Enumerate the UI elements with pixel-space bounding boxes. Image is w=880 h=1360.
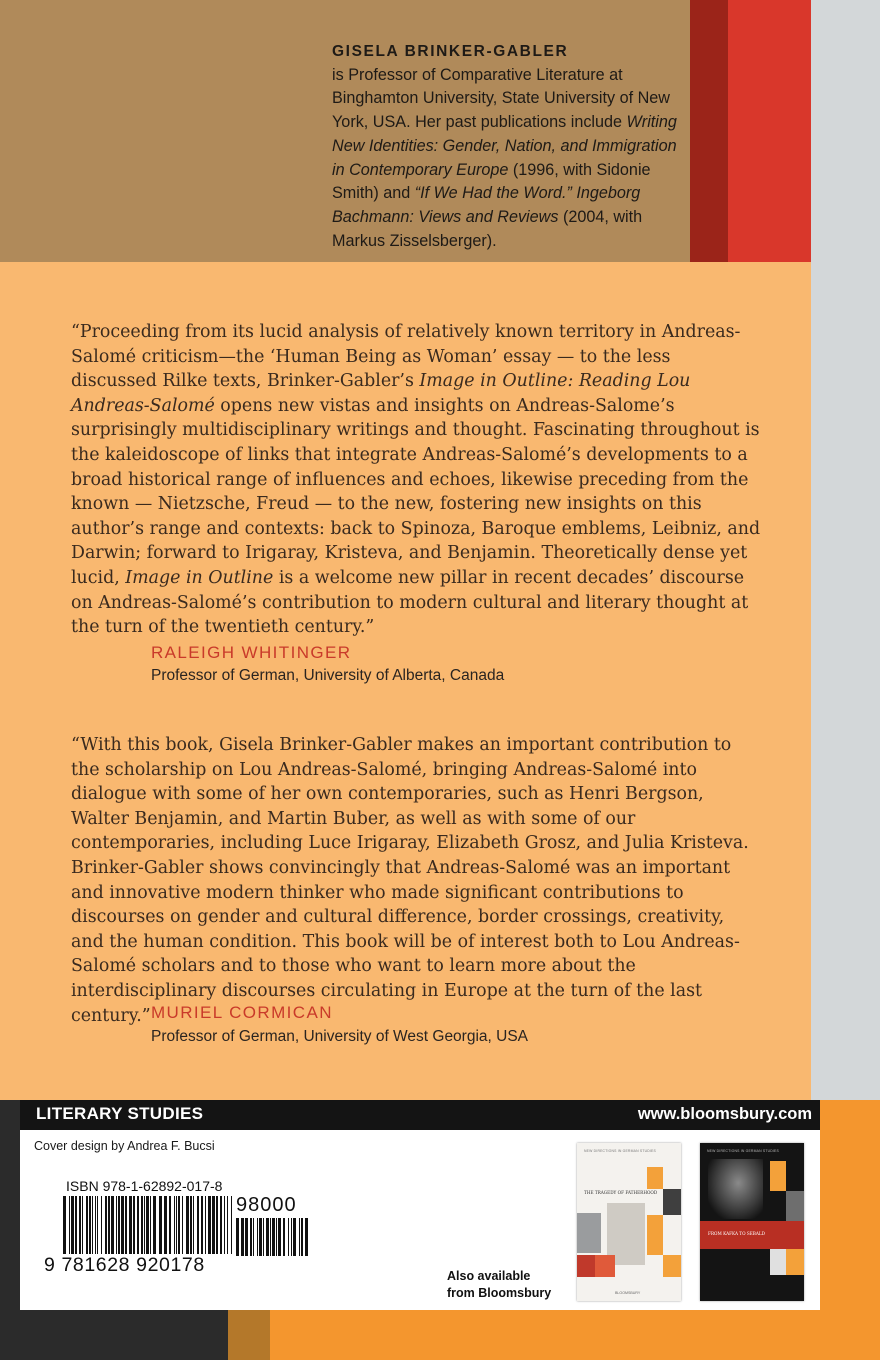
barcode-bar xyxy=(186,1196,189,1254)
thumb-series-label: NEW DIRECTIONS IN GERMAN STUDIES xyxy=(584,1149,656,1153)
barcode-bar xyxy=(97,1196,98,1254)
cover-block xyxy=(770,1249,786,1275)
barcode-bar xyxy=(224,1196,225,1254)
bio-book-title: “If We Had the Word.” Ingeborg Bachmann: Views and Reviews xyxy=(332,184,641,226)
barcode-bar xyxy=(141,1196,143,1254)
barcode-bar xyxy=(82,1196,83,1254)
barcode-bar xyxy=(220,1196,222,1254)
bio-text-part: (2004, with Markus Zisselsberger). xyxy=(332,207,643,250)
barcode-bar xyxy=(146,1196,149,1254)
barcode-bar xyxy=(288,1218,289,1256)
barcode-bar xyxy=(63,1196,66,1254)
endorser-affiliation: Professor of German, University of Alberta, Canada xyxy=(151,667,505,684)
price-code: 98000 xyxy=(236,1194,297,1216)
barcode-bar xyxy=(159,1196,162,1254)
barcode-bar xyxy=(174,1196,175,1254)
barcode-bar xyxy=(276,1218,277,1256)
spine-edge-grey xyxy=(811,0,880,1100)
barcode-bar xyxy=(305,1218,308,1256)
barcode-bar xyxy=(86,1196,88,1254)
barcode-bar xyxy=(270,1218,271,1256)
barcode-bar xyxy=(121,1196,124,1254)
barcode-bar xyxy=(118,1196,120,1254)
barcode-bar xyxy=(208,1196,211,1254)
footer-orange-edge xyxy=(820,1100,880,1310)
thumb-publisher: BLOOMSBURY xyxy=(615,1291,641,1295)
barcode-bar xyxy=(212,1196,215,1254)
barcode-bar xyxy=(144,1196,145,1254)
endorser-name: RALEIGH WHITINGER xyxy=(151,643,352,662)
barcode-bar xyxy=(201,1196,203,1254)
cover-block xyxy=(770,1161,786,1191)
barcode-bar xyxy=(101,1196,102,1254)
quote-book-title: Image in Outline: Reading Lou Andreas-Salomé xyxy=(71,371,691,416)
barcode-bar xyxy=(293,1218,296,1256)
barcode-bar xyxy=(216,1196,218,1254)
isbn-text: ISBN 978-1-62892-017-8 xyxy=(66,1178,223,1194)
cover-block xyxy=(647,1215,663,1255)
footer-orange-strip xyxy=(228,1310,880,1360)
barcode-bar xyxy=(205,1196,206,1254)
barcode-bar xyxy=(129,1196,132,1254)
barcode-bar xyxy=(245,1218,248,1256)
bio-text-part: (1996, with Sidonie Smith) and xyxy=(332,160,651,203)
endorsement-quote-2: “With this book, Gisela Brinker-Gabler makes an important contribution to the scholarship on Lou Andreas-Salomé, bringing Andreas-Salomé into dialogue with some of her own contemporaries, such as Henri Bergson, Walter Benjamin, and Martin Buber, as well as with some of our contemporaries, including Luce Irigaray, Elizabeth Grosz, and Julia Kristeva. Brinker-Gabler shows convincingly that Andreas-Salomé was an important and innovative modern thinker who made significant contributions to discourses on gender and cultural difference, border crossings, creativity, and the human condition. This book will be of interest both to Lou Andreas-Salomé scholars and to those who want to learn more about the interdisciplinary discourses circulating in Europe at the turn of the last century.” xyxy=(71,735,749,1026)
barcode-bar xyxy=(116,1196,117,1254)
barcode-bar xyxy=(278,1218,281,1256)
also-available-line: Also available xyxy=(447,1269,531,1283)
barcode-bar xyxy=(190,1196,192,1254)
barcode-bar xyxy=(164,1196,167,1254)
barcode-bar xyxy=(133,1196,135,1254)
barcode-number: 9 781628 920178 xyxy=(44,1254,205,1276)
barcode-bar xyxy=(137,1196,139,1254)
subject-category: LITERARY STUDIES xyxy=(36,1104,204,1123)
barcode-bar xyxy=(92,1196,93,1254)
barcode-bar xyxy=(182,1196,183,1254)
cover-block xyxy=(663,1189,681,1215)
barcode-bar xyxy=(253,1218,254,1256)
also-available-line: from Bloomsbury xyxy=(447,1286,552,1300)
quote-text: is a welcome new pillar in recent decades’ discourse on Andreas-Salomé’s contribution to modern cultural and literary thought at the turn of the twentieth century.” xyxy=(71,567,749,638)
quote-book-title: Image in Outline xyxy=(125,567,274,588)
barcode-bar xyxy=(150,1196,151,1254)
isbn-barcode xyxy=(63,1196,238,1258)
barcode-bar xyxy=(197,1196,199,1254)
cover-block xyxy=(595,1255,615,1277)
author-bio-text xyxy=(332,64,692,254)
barcode-bar xyxy=(236,1218,239,1256)
barcode-bar xyxy=(71,1196,74,1254)
barcode-bar xyxy=(125,1196,127,1254)
barcode-bar xyxy=(301,1218,303,1256)
barcode-bar xyxy=(75,1196,77,1254)
barcode-bar xyxy=(105,1196,107,1254)
bio-book-title: Writing New Identities: Gender, Nation, and Immigration in Contemporary Europe xyxy=(332,113,677,179)
cover-block xyxy=(786,1249,804,1275)
barcode-bar xyxy=(257,1218,258,1256)
footer-orange-dark-block xyxy=(228,1310,270,1360)
thumb-series-label: NEW DIRECTIONS IN GERMAN STUDIES xyxy=(707,1149,779,1153)
also-available-text xyxy=(447,1268,551,1302)
cover-block xyxy=(663,1255,681,1277)
barcode-bar xyxy=(266,1218,269,1256)
endorser-affiliation: Professor of German, University of West Georgia, USA xyxy=(151,1028,529,1045)
endorser-name: MURIEL CORMICAN xyxy=(151,1003,333,1022)
barcode-bar xyxy=(283,1218,285,1256)
related-book-cover-1[interactable] xyxy=(577,1143,681,1301)
barcode-bar xyxy=(299,1218,300,1256)
thumb-title: THE TRAGEDY OF FATHERHOOD xyxy=(584,1190,658,1195)
barcode-bar xyxy=(231,1196,232,1254)
barcode-bar xyxy=(79,1196,81,1254)
portrait-image xyxy=(708,1159,763,1219)
red-stripe xyxy=(728,0,811,262)
barcode-bar xyxy=(178,1196,180,1254)
quote-text: opens new vistas and insights on Andreas-Salome’s surprisingly multidisciplinary writings and thought. Fascinating throughout is the kaleidoscope of links that integrate Andreas-Salomé’s developments to a broad historical range of influences and echoes, likewise preceding from the known — Nietzsche, Freud — to the new, fostering new insights on this author’s range and contexts: back to Spinoza, Baroque emblems, Leibniz, and Darwin; forward to Irigaray, Kristeva, and Benjamin. Theoretically dense yet lucid, xyxy=(71,395,761,588)
cover-block xyxy=(786,1191,804,1221)
quote-text: “Proceeding from its lucid analysis of relatively known territory in Andreas-Salomé criticism—the ‘Human Being as Woman’ essay — to the less discussed Rilke texts, Brinker-Gabler’s xyxy=(71,322,741,392)
barcode-bar xyxy=(69,1196,70,1254)
endorsement-quote-1 xyxy=(71,320,761,640)
bio-text-part: is Professor of Comparative Literature at Binghamton University, State University of New York, USA. Her past publications include xyxy=(332,65,670,132)
publisher-website-link[interactable]: www.bloomsbury.com xyxy=(637,1105,812,1123)
dark-red-stripe xyxy=(690,0,728,262)
barcode-bar xyxy=(193,1196,194,1254)
barcode-bar xyxy=(89,1196,91,1254)
barcode-bar xyxy=(176,1196,177,1254)
barcode-bar xyxy=(259,1218,262,1256)
barcode-bar xyxy=(263,1218,264,1256)
barcode-bar xyxy=(241,1218,244,1256)
barcode-bar xyxy=(227,1196,228,1254)
barcode-bar xyxy=(153,1196,156,1254)
barcode-bar xyxy=(108,1196,110,1254)
cover-block xyxy=(647,1167,663,1189)
barcode-bar xyxy=(95,1196,96,1254)
thumb-title: FROM KAFKA TO SEBALD xyxy=(708,1231,766,1236)
cover-block xyxy=(577,1255,595,1277)
barcode-bar xyxy=(291,1218,292,1256)
related-book-cover-2[interactable] xyxy=(700,1143,804,1301)
price-barcode xyxy=(236,1218,312,1258)
barcode-bar xyxy=(250,1218,252,1256)
author-name: GISELA BRINKER-GABLER xyxy=(332,43,569,60)
author-bio xyxy=(332,40,692,253)
barcode-bar xyxy=(111,1196,114,1254)
cover-design-credit: Cover design by Andrea F. Bucsi xyxy=(34,1139,215,1153)
cover-block xyxy=(577,1213,601,1253)
barcode-bar xyxy=(272,1218,275,1256)
barcode-bar xyxy=(169,1196,171,1254)
